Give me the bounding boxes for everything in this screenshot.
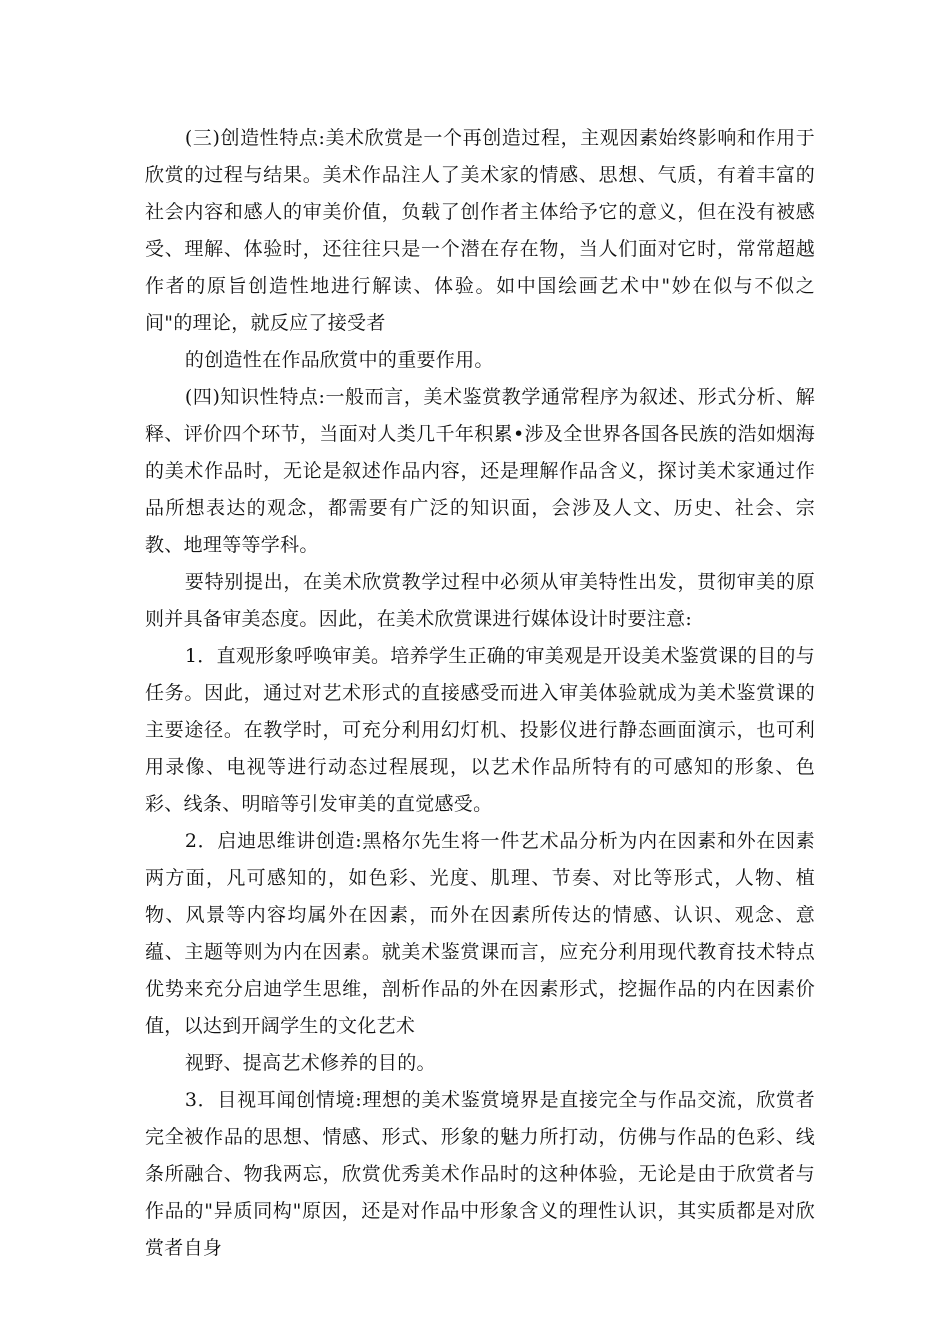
paragraph-aesthetic-principle: 要特别提出，在美术欣赏教学过程中必须从审美特性出发，贯彻审美的原则并具备审美态度。因此，在美术欣赏课进行媒体设计时要注意: (145, 571, 815, 630)
paragraph-creativity-continued: 的创造性在作品欣赏中的重要作用。 (184, 349, 494, 371)
document-body (145, 120, 815, 1267)
paragraph-point-2: 2．启迪思维讲创造:黑格尔先生将一件艺术品分析为内在因素和外在因素两方面，凡可感知的，如色彩、光度、肌理、节奏、对比等形式，人物、植物、风景等内容均属外在因素，而外在因素所传达的情感、认识、观念、意蕴、主题等则为内在因素。就美术鉴赏课而言，应充分利用现代教育技术特点优势来充分启迪学生思维，剖析作品的外在因素形式，挖掘作品的内在因素价值，以达到开阔学生的文化艺术 (145, 830, 815, 1037)
paragraph-point-1: 1．直观形象呼唤审美。培养学生正确的审美观是开设美术鉴赏课的目的与任务。因此，通过对艺术形式的直接感受而进入审美体验就成为美术鉴赏课的主要途径。在教学时，可充分利用幻灯机、投影仪进行静态画面演示，也可利用录像、电视等进行动态过程展现，以艺术作品所特有的可感知的形象、色彩、线条、明暗等引发审美的直觉感受。 (145, 645, 815, 815)
paragraph-knowledge: (四)知识性特点:一般而言，美术鉴赏教学通常程序为叙述、形式分析、解释、评价四个环节，当面对人类几千年积累•涉及全世界各国各民族的浩如烟海的美术作品时，无论是叙述作品内容，还是理解作品含义，探讨美术家通过作品所想表达的观念，都需要有广泛的知识面，会涉及人文、历史、社会、宗教、地理等等学科。 (145, 386, 815, 556)
paragraph-point-3: 3．目视耳闻创情境:理想的美术鉴赏境界是直接完全与作品交流，欣赏者完全被作品的思想、情感、形式、形象的魅力所打动，仿佛与作品的色彩、线条所融合、物我两忘，欣赏优秀美术作品时的这种体验，无论是由于欣赏者与作品的"异质同构"原因，还是对作品中形象含义的理性认识，其实质都是对欣赏者自身 (145, 1089, 815, 1259)
paragraph-creativity: (三)创造性特点:美术欣赏是一个再创造过程，主观因素始终影响和作用于欣赏的过程与结果。美术作品注人了美术家的情感、思想、气质，有着丰富的社会内容和感人的审美价值，负载了创作者主体给予它的意义，但在没有被感受、理解、体验时，还往往只是一个潜在存在物，当人们面对它时，常常超越作者的原旨创造性地进行解读、体验。如中国绘画艺术中"妙在似与不似之间"的理论，就反应了接受者 (145, 127, 815, 334)
paragraph-point-2-continued: 视野、提高艺术修养的目的。 (184, 1052, 436, 1074)
